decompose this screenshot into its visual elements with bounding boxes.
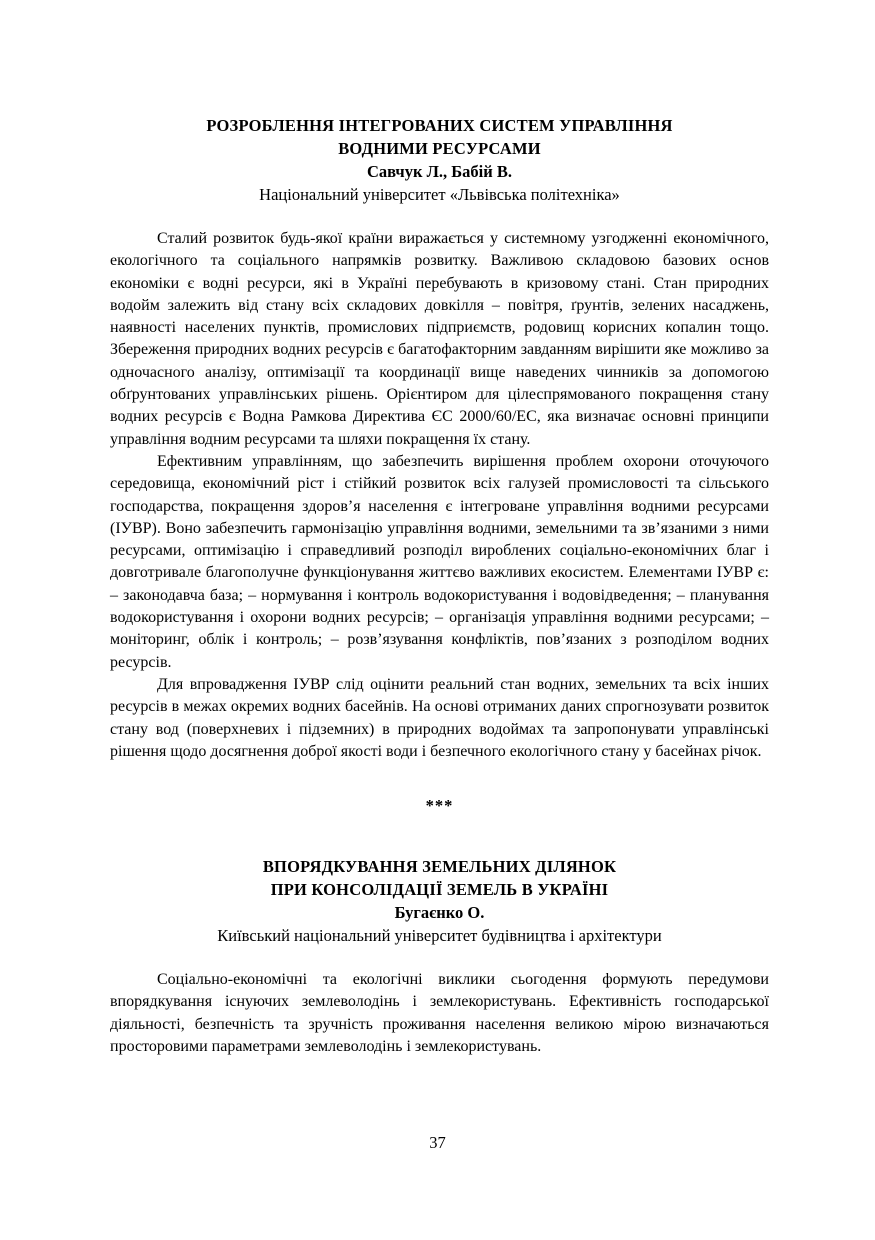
abstract-2-title — [110, 855, 769, 901]
abstract-1-affiliation: Національний університет «Львівська політехніка» — [259, 185, 620, 204]
page-number: 37 — [429, 1133, 446, 1152]
abstract-1-title — [110, 114, 769, 160]
abstract-1 — [110, 114, 769, 763]
abstract-2-authors: Бугаєнко О. — [394, 903, 485, 923]
abstract-1-title-line-1: РОЗРОБЛЕННЯ ІНТЕГРОВАНИХ СИСТЕМ УПРАВЛІННЯ — [206, 116, 673, 135]
paragraph: Для впровадження ІУВР слід оцінити реальний стан водних, земельних та всіх інших ресурсів в межах окремих водних басейнів. На основі отриманих даних спрогнозувати розвиток стану вод (поверхневих і підземних) в природних водоймах та запропонувати управлінські рішення щодо досягнення доброї якості води і безпечного екологічного стану у басейнах річок. — [110, 675, 769, 760]
abstract-2-affiliation: Київський національний університет будівництва і архітектури — [217, 926, 662, 946]
section-separator: *** — [425, 796, 454, 816]
abstract-2-body — [110, 969, 769, 1058]
abstract-1-body — [110, 228, 769, 763]
abstract-1-title-line-2: ВОДНИМИ РЕСУРСАМИ — [338, 139, 541, 158]
abstract-2-title-line-1: ВПОРЯДКУВАННЯ ЗЕМЕЛЬНИХ ДІЛЯНОК — [262, 857, 617, 877]
abstract-2-title-line-2: ПРИ КОНСОЛІДАЦІЇ ЗЕМЕЛЬ В УКРАЇНІ — [270, 880, 609, 900]
paragraph: Ефективним управлінням, що забезпечить вирішення проблем охорони оточуючого середовища, економічний ріст і стійкий розвиток всіх галузей промисловості та сільського господарства, покращення здоров’я населення є інтегроване управління водними ресурсами (ІУВР). Воно забезпечить гармонізацію управління водними, земельними та зв’язаними з ними ресурсами, оптимізацію і справедливий розподіл вироблених соціально-економічних благ і довготривале благополучне функціонування життєво важливих екосистем. Елементами ІУВР є: – законодавча база; – нормування і контроль водокористування і водовідведення; – планування водокористування і охорони водних ресурсів; – організація управління водними ресурсами; – моніторинг, облік і контроль; – розв’язування конфліктів, пов’язаних з розподілом водних ресурсів. — [110, 452, 769, 671]
abstract-2 — [110, 855, 769, 1058]
abstract-1-authors: Савчук Л., Бабій В. — [366, 162, 513, 181]
paragraph: Сталий розвиток будь-якої країни виражається у системному узгодженні економічного, екологічного та соціального напрямків розвитку. Важливою складовою базових основ економіки є водні ресурси, які в Україні перебувають в кризовому стані. Стан природних водойм залежить від стану всіх складових довкілля – повітря, ґрунтів, зелених насаджень, наявності населених пунктів, промислових підприємств, родовищ корисних копалин тощо. Збереження природних водних ресурсів є багатофакторним завданням вирішити яке можливо за одночасного аналізу, оптимізації та координації вище наведених чинників за допомогою обґрунтованих управлінських рішень. Орієнтиром для цілеспрямованого покращення стану водних ресурсів є Водна Рамкова Директива ЄС 2000/60/ЕС, яка визначає основні принципи управління водним ресурсами та шляхи покращення їх стану. — [110, 230, 769, 448]
paragraph: Соціально-економічні та екологічні виклики сьогодення формують передумови впорядкування існуючих землеволодінь і землекористувань. Ефективність господарської діяльності, безпечність та зручність проживання населення великою мірою визначаються просторовими параметрами землеволодінь і землекористувань. — [110, 971, 769, 1056]
